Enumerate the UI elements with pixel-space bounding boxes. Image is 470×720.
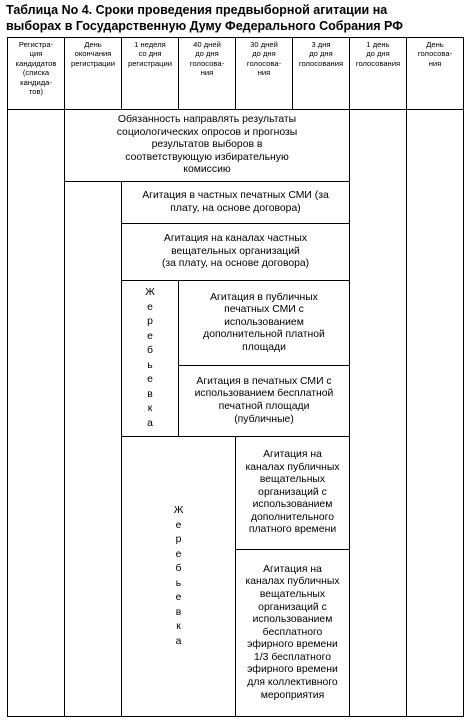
header-30-days: 30 дней до дня голосова- ния — [246, 40, 282, 78]
lottery-print-label: Ж е р е б ь е в к а — [145, 287, 155, 429]
title-line-1: Таблица No 4. Сроки проведения предвыборной агитации на — [6, 3, 388, 17]
header-week-after-registration: 1 неделя со дня регистрации — [127, 40, 172, 68]
row-polls-obligation: Обязанность направлять результаты социологических опросов и прогнозы результатов выборов в соответствующую избирательную комиссию — [64, 109, 350, 182]
row-private-broadcasters: Агитация на каналах частных вещательных организаций (за плату, на основе договора) — [121, 223, 350, 281]
lottery-print-box — [121, 280, 179, 437]
title-line-2: выборах в Государственную Думу Федерального Собрания РФ — [6, 19, 403, 33]
row-private-print-media: Агитация в частных печатных СМИ (за плату, на основе договора) — [121, 181, 350, 224]
row-public-print-paid: Агитация в публичных печатных СМИ с использованием дополнительной платной площади — [178, 280, 350, 366]
row-print-free-space: Агитация в печатных СМИ с использованием бесплатной печатной площади (публичные) — [178, 365, 350, 437]
header-1-day: 1 день до дня голосования — [355, 40, 401, 68]
header-registration: Регистра- ция кандидатов (списка кандида- тов) — [15, 40, 57, 97]
row-public-broadcast-paid: Агитация на каналах публичных вещательных организаций с использованием дополнительного платного времени — [235, 436, 350, 550]
column-divider-7 — [406, 37, 407, 717]
column-divider-0 — [7, 37, 8, 717]
header-registration-end: День окончания регистрации — [70, 40, 115, 68]
row-public-broadcast-free: Агитация на каналах публичных вещательных организаций с использованием бесплатного эфирного времени 1/3 бесплатного эфирного времени для коллективного мероприятия — [235, 549, 350, 717]
header-40-days: 40 дней до дня голосова- ния — [189, 40, 225, 78]
header-3-days: 3 дня до дня голосования — [298, 40, 344, 68]
column-divider-8 — [463, 37, 464, 717]
lottery-broadcast-box — [121, 436, 236, 717]
header-voting-day: День голосова- ния — [417, 40, 453, 68]
lottery-broadcast-label: Ж е р е б ь е в к а — [173, 505, 184, 647]
